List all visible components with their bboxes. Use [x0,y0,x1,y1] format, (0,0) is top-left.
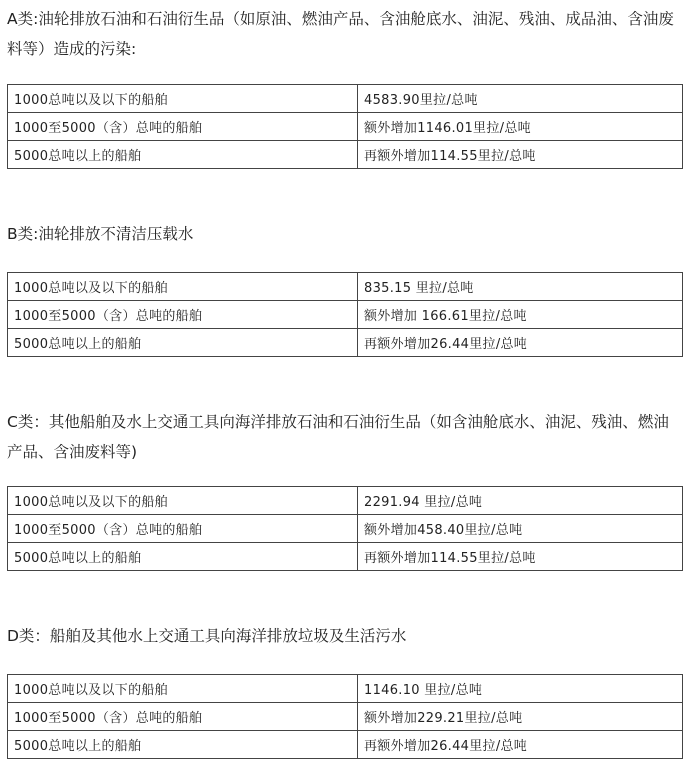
section-a-table [7,84,683,169]
tonnage-cell: 1000至5000（含）总吨的船舶 [8,301,358,329]
tonnage-cell: 5000总吨以上的船舶 [8,543,358,571]
table-row [8,731,683,759]
section-b-heading: B类:油轮排放不清洁压载水 [7,225,194,243]
tonnage-cell: 5000总吨以上的船舶 [8,731,358,759]
rate-cell: 额外增加 166.61里拉/总吨 [358,301,683,329]
rate-cell: 再额外增加114.55里拉/总吨 [358,141,683,169]
tonnage-cell: 1000总吨以及以下的船舶 [8,273,358,301]
section-d-heading: D类：船舶及其他水上交通工具向海洋排放垃圾及生活污水 [7,627,407,645]
tonnage-cell: 5000总吨以上的船舶 [8,141,358,169]
section-a-heading: A类:油轮排放石油和石油衍生品（如原油、燃油产品、含油舱底水、油泥、残油、成品油、含油废料等）造成的污染: [7,10,674,58]
tonnage-cell: 1000至5000（含）总吨的船舶 [8,515,358,543]
rate-cell: 1146.10 里拉/总吨 [358,675,683,703]
table-row [8,487,683,515]
rate-cell: 再额外增加114.55里拉/总吨 [358,543,683,571]
table-row [8,703,683,731]
table-row [8,301,683,329]
rate-cell: 额外增加229.21里拉/总吨 [358,703,683,731]
table-row [8,329,683,357]
rate-cell: 再额外增加26.44里拉/总吨 [358,731,683,759]
rate-cell: 4583.90里拉/总吨 [358,85,683,113]
rate-cell: 再额外增加26.44里拉/总吨 [358,329,683,357]
table-row [8,515,683,543]
table-row [8,543,683,571]
table-row [8,113,683,141]
table-row [8,273,683,301]
table-row [8,85,683,113]
section-b-table [7,272,683,357]
table-row [8,675,683,703]
rate-cell: 额外增加1146.01里拉/总吨 [358,113,683,141]
section-d-table [7,674,683,759]
rate-cell: 835.15 里拉/总吨 [358,273,683,301]
rate-cell: 额外增加458.40里拉/总吨 [358,515,683,543]
table-row [8,141,683,169]
rate-cell: 2291.94 里拉/总吨 [358,487,683,515]
tonnage-cell: 1000至5000（含）总吨的船舶 [8,113,358,141]
tonnage-cell: 1000总吨以及以下的船舶 [8,487,358,515]
section-c-heading: C类：其他船舶及水上交通工具向海洋排放石油和石油衍生品（如含油舱底水、油泥、残油、燃油产品、含油废料等) [7,413,669,461]
tonnage-cell: 1000至5000（含）总吨的船舶 [8,703,358,731]
section-c-table [7,486,683,571]
tonnage-cell: 5000总吨以上的船舶 [8,329,358,357]
tonnage-cell: 1000总吨以及以下的船舶 [8,85,358,113]
tonnage-cell: 1000总吨以及以下的船舶 [8,675,358,703]
